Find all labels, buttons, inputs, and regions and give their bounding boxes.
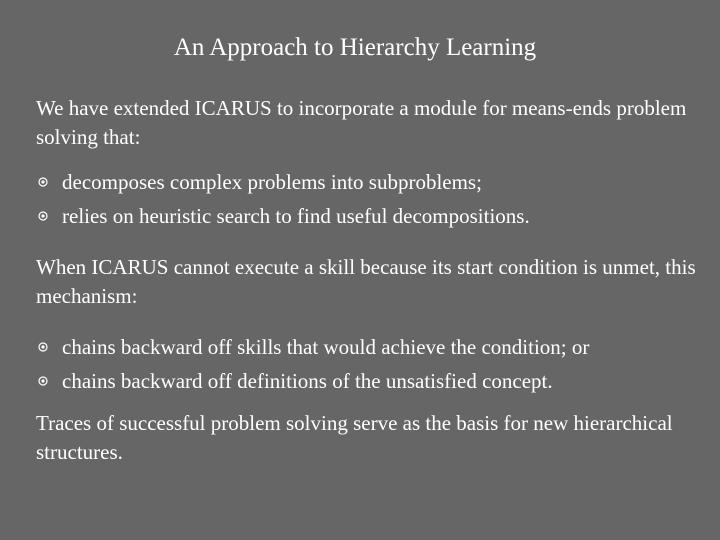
list-item-text: chains backward off skills that would achieve the condition; or bbox=[62, 335, 590, 359]
system-name: ICARUS bbox=[91, 255, 169, 279]
bullet-list-mechanism bbox=[36, 330, 696, 398]
bullet-list-capabilities bbox=[36, 165, 696, 233]
list-item-text: relies on heuristic search to find useful decompositions. bbox=[62, 204, 530, 228]
bullet-dot-icon bbox=[38, 376, 48, 386]
paragraph-mechanism-before: When bbox=[36, 255, 92, 279]
paragraph-intro bbox=[36, 94, 696, 152]
paragraph-mechanism-after: cannot execute a skill because its start condition is unmet, this mechanism: bbox=[36, 255, 696, 308]
bullet-dot-icon bbox=[38, 177, 48, 187]
list-item bbox=[36, 330, 696, 364]
paragraph-intro-before: We have extended bbox=[36, 96, 195, 120]
bullet-dot-icon bbox=[38, 211, 48, 221]
list-item bbox=[36, 199, 696, 233]
slide-title: An Approach to Hierarchy Learning bbox=[173, 34, 537, 61]
bullet-dot-icon bbox=[38, 342, 48, 352]
list-item-text: decomposes complex problems into subproblems; bbox=[62, 170, 482, 194]
paragraph-intro-after: to incorporate a module for means-ends problem solving that: bbox=[36, 96, 687, 149]
list-item bbox=[36, 165, 696, 199]
system-name: ICARUS bbox=[194, 96, 272, 120]
paragraph-conclusion: Traces of successful problem solving serve as the basis for new hierarchical structures. bbox=[36, 411, 673, 464]
paragraph-mechanism bbox=[36, 253, 696, 311]
list-item bbox=[36, 364, 696, 398]
list-item-text: chains backward off definitions of the unsatisfied concept. bbox=[62, 369, 553, 393]
